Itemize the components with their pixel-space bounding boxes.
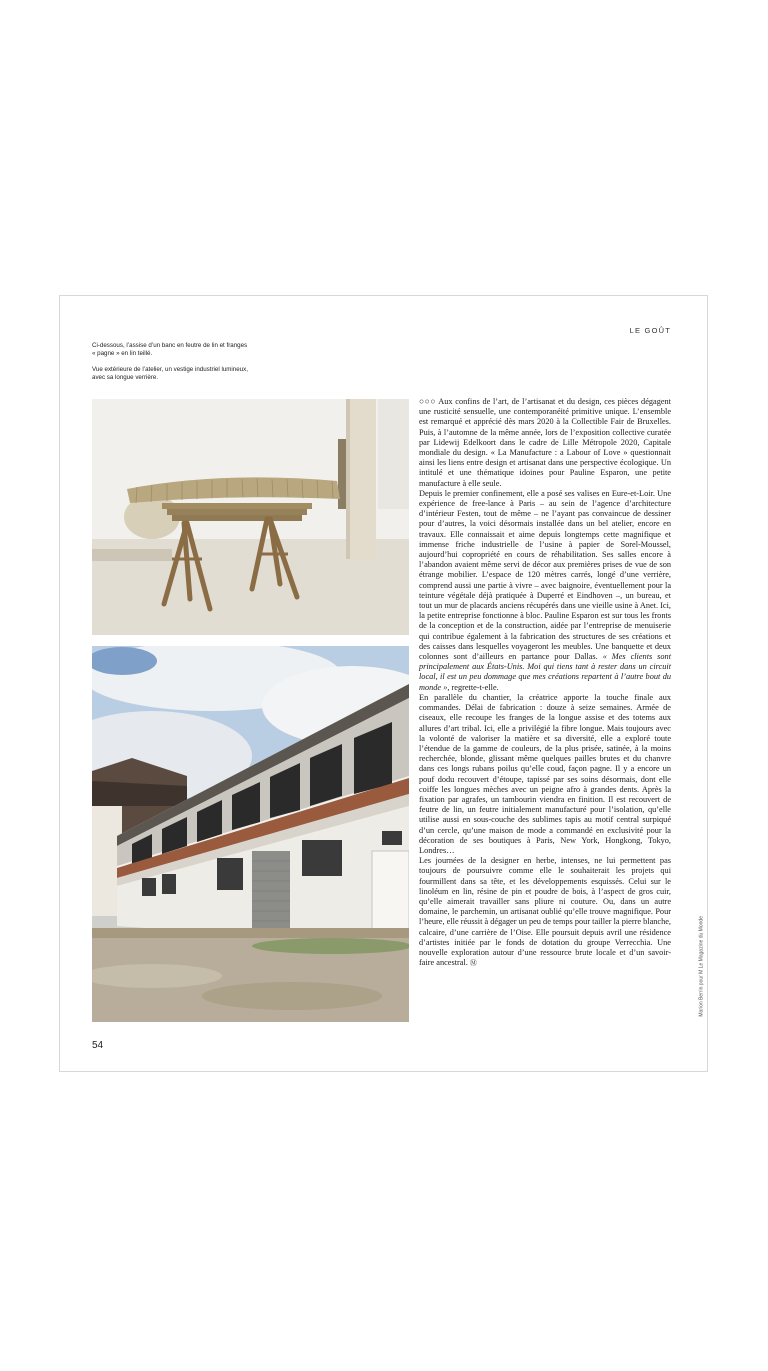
photo-factory <box>92 646 409 1022</box>
section-label: LE GOÛT <box>629 326 671 335</box>
magazine-page <box>59 295 708 1072</box>
pull-quote: « Mes clients sont principalement aux États-Unis. Moi qui tiens tant à rester dans un circuit local, il est un peu dommage que mes créations repartent à l’autre bout du monde » <box>419 652 672 692</box>
paragraph-2-end: , regrette-t-elle. <box>447 682 499 692</box>
article-paragraph-2 <box>419 489 671 693</box>
article-paragraph-1 <box>419 397 671 489</box>
article-paragraph-3: En parallèle du chantier, la créatrice apporte la touche finale aux commandes. Délai de fabrication : douze à seize semaines. Armée de ciseaux, elle recoupe les franges de la longue assise et des totems aux allures d’art tribal. Ici, elle a privilégié la fibre longue. Mais toujours avec la volonté de valoriser la matière et sa diversité, elle a exploré toute l’étendue de la gamme de couleurs, de la plus prisée, satinée, à la moins recherchée, blonde, glissant même quelques pailles brutes et du chanvre dans ces longs rubans poilus qu’elle coud, façon pagne. Il y a encore un pouf dodu recouvert d’étoupe, tapissé par ses soins désormais, dont elle coiffe les longues mèches avec un peigne afro à grandes dents. Après la fixation par agrafes, un tambourin viendra en finition. Il est recouvert de feutre de lin, un feutre initialement manufacturé pour l’isolation, qu’elle utilise aussi en sous-couche des sublimes tapis au motif central surpiqué d’un cercle, qu’une maison de mode a commandé en exclusivité pour la décoration de ses boutiques à Paris, New York, Hongkong, Tokyo, Londres… <box>419 692 671 855</box>
photo-factory-exterior-icon <box>92 646 409 1022</box>
caption-top-photo: Ci-dessous, l’assise d’un banc en feutre de lin et franges « pagne » en lin teillé. <box>92 342 248 357</box>
photo-bench <box>92 399 409 635</box>
photo-credit: Marion Berrin pour M Le Magazine du Monde <box>699 916 705 1017</box>
article-body <box>419 397 671 968</box>
paragraph-4-text: Les journées de la designer en herbe, intenses, ne lui permettent pas toujours de poursuivre comme elle le souhaiterait les projets qui fourmillent dans sa tête, et les développements esquissés. Celui sur le linoléum en lin, résine de pin et poudre de bois, à l’aspect de gros cuir, qu’elle aimerait travailler sans pliure ni couture. Ou, dans un autre domaine, le parchemin, un artisanat oublié qu’elle trouve magnifique. Pour l’heure, elle réussit à dégager un peu de temps pour tailler la pierre blanche, calcaire, d’une carrière de l’Oise. Elle poursuit depuis avril une résidence d’artistes initiée par le fonds de dotation du groupe Verrecchia. Une nouvelle exploration autour d’une ressource brute locale et d’un savoir-faire ancestral. <box>419 856 671 968</box>
article-paragraph-4 <box>419 856 671 968</box>
photo-bench-straw-fringe-icon <box>92 399 409 635</box>
page-number: 54 <box>92 1040 104 1051</box>
caption-bottom-photo: Vue extérieure de l’atelier, un vestige industriel lumineux, avec sa longue verrière. <box>92 366 248 381</box>
photo-captions <box>92 342 252 390</box>
paragraph-1-text: Aux confins de l’art, de l’artisanat et du design, ces pièces dégagent une rusticité sensuelle, une contemporanéité primitive unique. L’ensemble est remarqué et apprécié dès mars 2020 à la Collectible Fair de Bruxelles. Puis, à l’automne de la même année, lors de l’exposition collective curatée par Lidewij Edelkoort dans le cadre de Lille Métropole 2020, Capitale mondiale du design. « La Manufacture : a Labour of Love » questionnait ainsi les liens entre design et artisanat dans une perspective écologique. Un intitulé et une thématique idoines pour Pauline Esparon, une petite manufacture à elle seule. <box>419 397 671 488</box>
end-mark-icon: Ⓜ <box>469 959 477 968</box>
opening-mark: ○○○ <box>419 397 436 406</box>
paragraph-2-text: Depuis le premier confinement, elle a posé ses valises en Eure-et-Loir. Une expérience de free-lance à Paris – au sein de l’agence d’architecture d’intérieur Festen, tout de même – ne l’ayant pas convaincue de dessiner pour d’autres, la voici désormais installée dans un bel atelier, encore en travaux. Elle connaissait et aime depuis longtemps cette magnifique et immense friche industrielle de l’usine à papier de Sorel-Moussel, aujourd’hui copropriété en cours de réhabilitation. Ses salles encore à l’abandon avaient même servi de décor aux premières prises de vue de son étrange mobilier. L’espace de 120 mètres carrés, longé d’une verrière, comprend aussi une partie à vivre – avec baignoire, éventuellement pour la teinture végétale déjà pratiquée à Duperré et Eindhoven –, un bureau, et tout un mur de placards anciens récupérés dans une vieille usine à Anet. Ici, la petite entreprise fonctionne à bloc. Pauline Esparon est sur tous les fronts de la conception et de la construction, aidée par l’entreprise de menuiserie qui contribue également à la fabrication des structures de ses créations et des caisses dans lesquelles voyageront les meubles. Une banquette et deux colonnes sont d’ailleurs en partance pour Dallas. <box>419 488 671 662</box>
